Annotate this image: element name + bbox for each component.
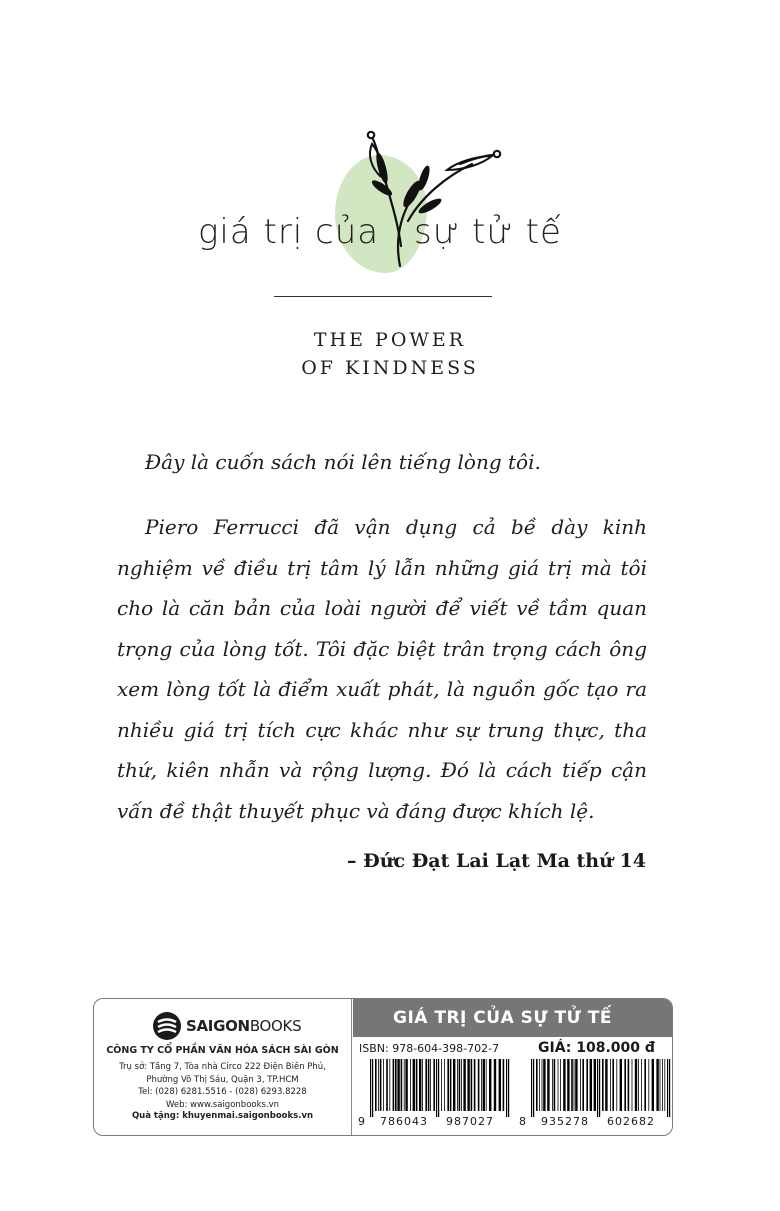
logo-text-thin: BOOKS xyxy=(249,1017,302,1035)
barcode2-right-digits: 602682 xyxy=(607,1115,655,1128)
barcode-bar xyxy=(483,1059,485,1111)
barcode-guard-bar xyxy=(667,1059,668,1117)
barcode-bar xyxy=(503,1059,505,1111)
barcode-bar xyxy=(610,1059,611,1111)
barcode-bar xyxy=(590,1059,592,1111)
barcode-bar xyxy=(474,1059,476,1111)
isbn-barcode xyxy=(358,1057,510,1135)
barcode-bar xyxy=(467,1059,469,1111)
barcode-bar xyxy=(582,1059,584,1111)
subtitle xyxy=(240,326,540,382)
barcode-bar xyxy=(536,1059,538,1111)
barcode-guard-bar xyxy=(669,1059,670,1117)
subtitle-line-2: OF KINDNESS xyxy=(301,357,479,379)
publisher-barcode-box xyxy=(93,998,673,1136)
barcode-bar xyxy=(461,1059,462,1111)
company-address xyxy=(94,1061,351,1111)
barcode-bar xyxy=(393,1059,395,1111)
telephone: Tel: (028) 6281.5516 - (028) 6293.8228 xyxy=(138,1087,307,1097)
barcode-bar xyxy=(444,1059,445,1111)
barcode-bar xyxy=(397,1059,399,1111)
barcode2-lead-digit: 8 xyxy=(519,1115,526,1128)
barcode-bar xyxy=(624,1059,626,1111)
barcode-bar xyxy=(375,1059,377,1111)
barcode-bar xyxy=(648,1059,649,1111)
barcode-bar xyxy=(471,1059,473,1111)
barcode-bar xyxy=(499,1059,501,1111)
company-name: CÔNG TY CỔ PHẦN VĂN HÓA SÁCH SÀI GÒN xyxy=(106,1045,339,1056)
barcode-guard-bar xyxy=(438,1059,439,1117)
barcode-bar xyxy=(383,1059,384,1111)
barcode-guard-bar xyxy=(372,1059,373,1117)
barcode-bar xyxy=(620,1059,622,1111)
barcode-bar xyxy=(416,1059,418,1111)
barcode-bar xyxy=(486,1059,487,1111)
title-part-1: giá trị của xyxy=(198,212,380,252)
publisher-logo-text xyxy=(186,1017,301,1035)
address-line-1: Trụ sở: Tầng 7, Tòa nhà Circo 222 Điện Biên Phủ, xyxy=(119,1062,326,1072)
barcode1-lead-digit: 9 xyxy=(358,1115,365,1128)
barcode1-right-digits: 987027 xyxy=(446,1115,494,1128)
barcode-bar xyxy=(543,1059,545,1111)
barcode-guard-bar xyxy=(597,1059,598,1117)
barcode-bar xyxy=(628,1059,630,1111)
barcode-bar xyxy=(405,1059,407,1111)
barcode-bar xyxy=(567,1059,569,1111)
barcode-bar xyxy=(378,1059,379,1111)
subtitle-line-1: THE POWER xyxy=(313,329,467,351)
barcode-guard-bar xyxy=(599,1059,600,1117)
barcode-bar xyxy=(602,1059,604,1111)
price-label: GIÁ: 108.000 đ xyxy=(538,1040,655,1056)
quote-attribution: – Đức Đạt Lai Lạt Ma thứ 14 xyxy=(346,850,646,872)
barcode-bar xyxy=(652,1059,654,1111)
price-barcode-bars xyxy=(531,1059,671,1117)
website: Web: www.saigonbooks.vn xyxy=(165,1099,280,1110)
barcode-bar xyxy=(419,1059,421,1111)
barcode-guard-bar xyxy=(506,1059,507,1117)
barcode-bar xyxy=(552,1059,553,1111)
barcode-bar xyxy=(401,1059,403,1111)
isbn-barcode-bars xyxy=(370,1059,510,1117)
barcode-bar xyxy=(430,1059,431,1111)
barcode-bar xyxy=(574,1059,575,1111)
barcode-bar xyxy=(638,1059,639,1111)
publisher-logo xyxy=(152,1011,301,1041)
barcode-bar xyxy=(558,1059,559,1111)
barcode-bar xyxy=(433,1059,435,1111)
barcode-bar xyxy=(539,1059,540,1111)
barcode-bar xyxy=(563,1059,565,1111)
barcode-bar xyxy=(547,1059,549,1111)
barcode-bar xyxy=(571,1059,573,1111)
barcode-bar xyxy=(641,1059,642,1111)
barcode-bar xyxy=(664,1059,665,1111)
barcode-bar xyxy=(447,1059,449,1111)
barcode-bar xyxy=(395,1059,397,1111)
gift-site: Quà tặng: khuyenmai.saigonbooks.vn xyxy=(131,1111,314,1121)
barcode-bar xyxy=(580,1059,581,1111)
barcode2-left-digits: 935278 xyxy=(541,1115,589,1128)
book-title-bar: GIÁ TRỊ CỦA SỰ TỬ TẾ xyxy=(353,999,672,1037)
title-divider xyxy=(274,296,492,297)
barcode-guard-bar xyxy=(508,1059,509,1117)
quote-paragraph-2: Piero Ferrucci đã vận dụng cả bề dày kinh nghiệm về điều trị tâm lý lẫn những giá trị mà tôi cho là căn bản của loài người để viết về tầm quan trọng của lòng tốt. Tôi đặc biệt trân trọng cách ông xem lòng tốt là điểm xuất phát, là nguồn gốc tạo ra nhiều giá trị tích cực khác như sự trung thực, tha thứ, kiên nhẫn và rộng lượng. Đó là cách tiếp cận vấn đề thật thuyết phục và đáng được khích lệ. xyxy=(117,515,647,823)
barcode-bar xyxy=(660,1059,661,1111)
isbn-label: ISBN: 978-604-398-702-7 xyxy=(359,1042,500,1055)
barcode-bar xyxy=(560,1059,561,1111)
barcode-bar xyxy=(478,1059,480,1111)
saigonbooks-logo-icon xyxy=(152,1011,182,1041)
barcode-bar xyxy=(594,1059,596,1111)
quote-paragraph-1: Đây là cuốn sách nói lên tiếng lòng tôi. xyxy=(145,450,541,474)
barcode-bar xyxy=(386,1059,388,1111)
logo-text-bold: SAIGON xyxy=(186,1017,250,1035)
barcode-bar xyxy=(662,1059,663,1111)
barcode-guard-bar xyxy=(533,1059,534,1117)
barcode-bar xyxy=(457,1059,458,1111)
barcode-bar xyxy=(575,1059,577,1111)
barcode-bar xyxy=(489,1059,491,1111)
barcode-bar xyxy=(453,1059,455,1111)
barcode-bar xyxy=(463,1059,465,1111)
barcode-bar xyxy=(632,1059,633,1111)
barcode-bar xyxy=(404,1059,405,1111)
barcode-bar xyxy=(612,1059,614,1111)
barcode-bar xyxy=(389,1059,390,1111)
barcode-bar xyxy=(380,1059,382,1111)
barcode-bar xyxy=(413,1059,415,1111)
barcode-bar xyxy=(542,1059,543,1111)
barcode1-left-digits: 786043 xyxy=(380,1115,428,1128)
barcode-bar xyxy=(422,1059,423,1111)
barcode-guard-bar xyxy=(436,1059,437,1117)
barcode-bar xyxy=(428,1059,430,1111)
barcode-bar xyxy=(425,1059,427,1111)
publisher-info xyxy=(94,999,352,1135)
barcode-bar xyxy=(656,1059,658,1111)
barcode-guard-bar xyxy=(370,1059,371,1117)
barcode-bar xyxy=(459,1059,461,1111)
barcode-bar xyxy=(605,1059,607,1111)
barcode-bar xyxy=(616,1059,617,1111)
address-line-2: Phường Võ Thị Sáu, Quận 3, TP.HCM xyxy=(146,1074,299,1085)
barcode-bar xyxy=(481,1059,482,1111)
barcode-bar xyxy=(644,1059,646,1111)
barcode-bar xyxy=(586,1059,588,1111)
barcode-bar xyxy=(494,1059,496,1111)
title-part-2: sự tử tế xyxy=(414,212,562,252)
barcode-bar xyxy=(441,1059,442,1111)
barcode-bar xyxy=(410,1059,411,1111)
barcode-guard-bar xyxy=(531,1059,532,1117)
barcode-bar xyxy=(554,1059,556,1111)
barcode-bar xyxy=(635,1059,637,1111)
barcode-bar xyxy=(450,1059,452,1111)
price-barcode xyxy=(519,1057,671,1135)
